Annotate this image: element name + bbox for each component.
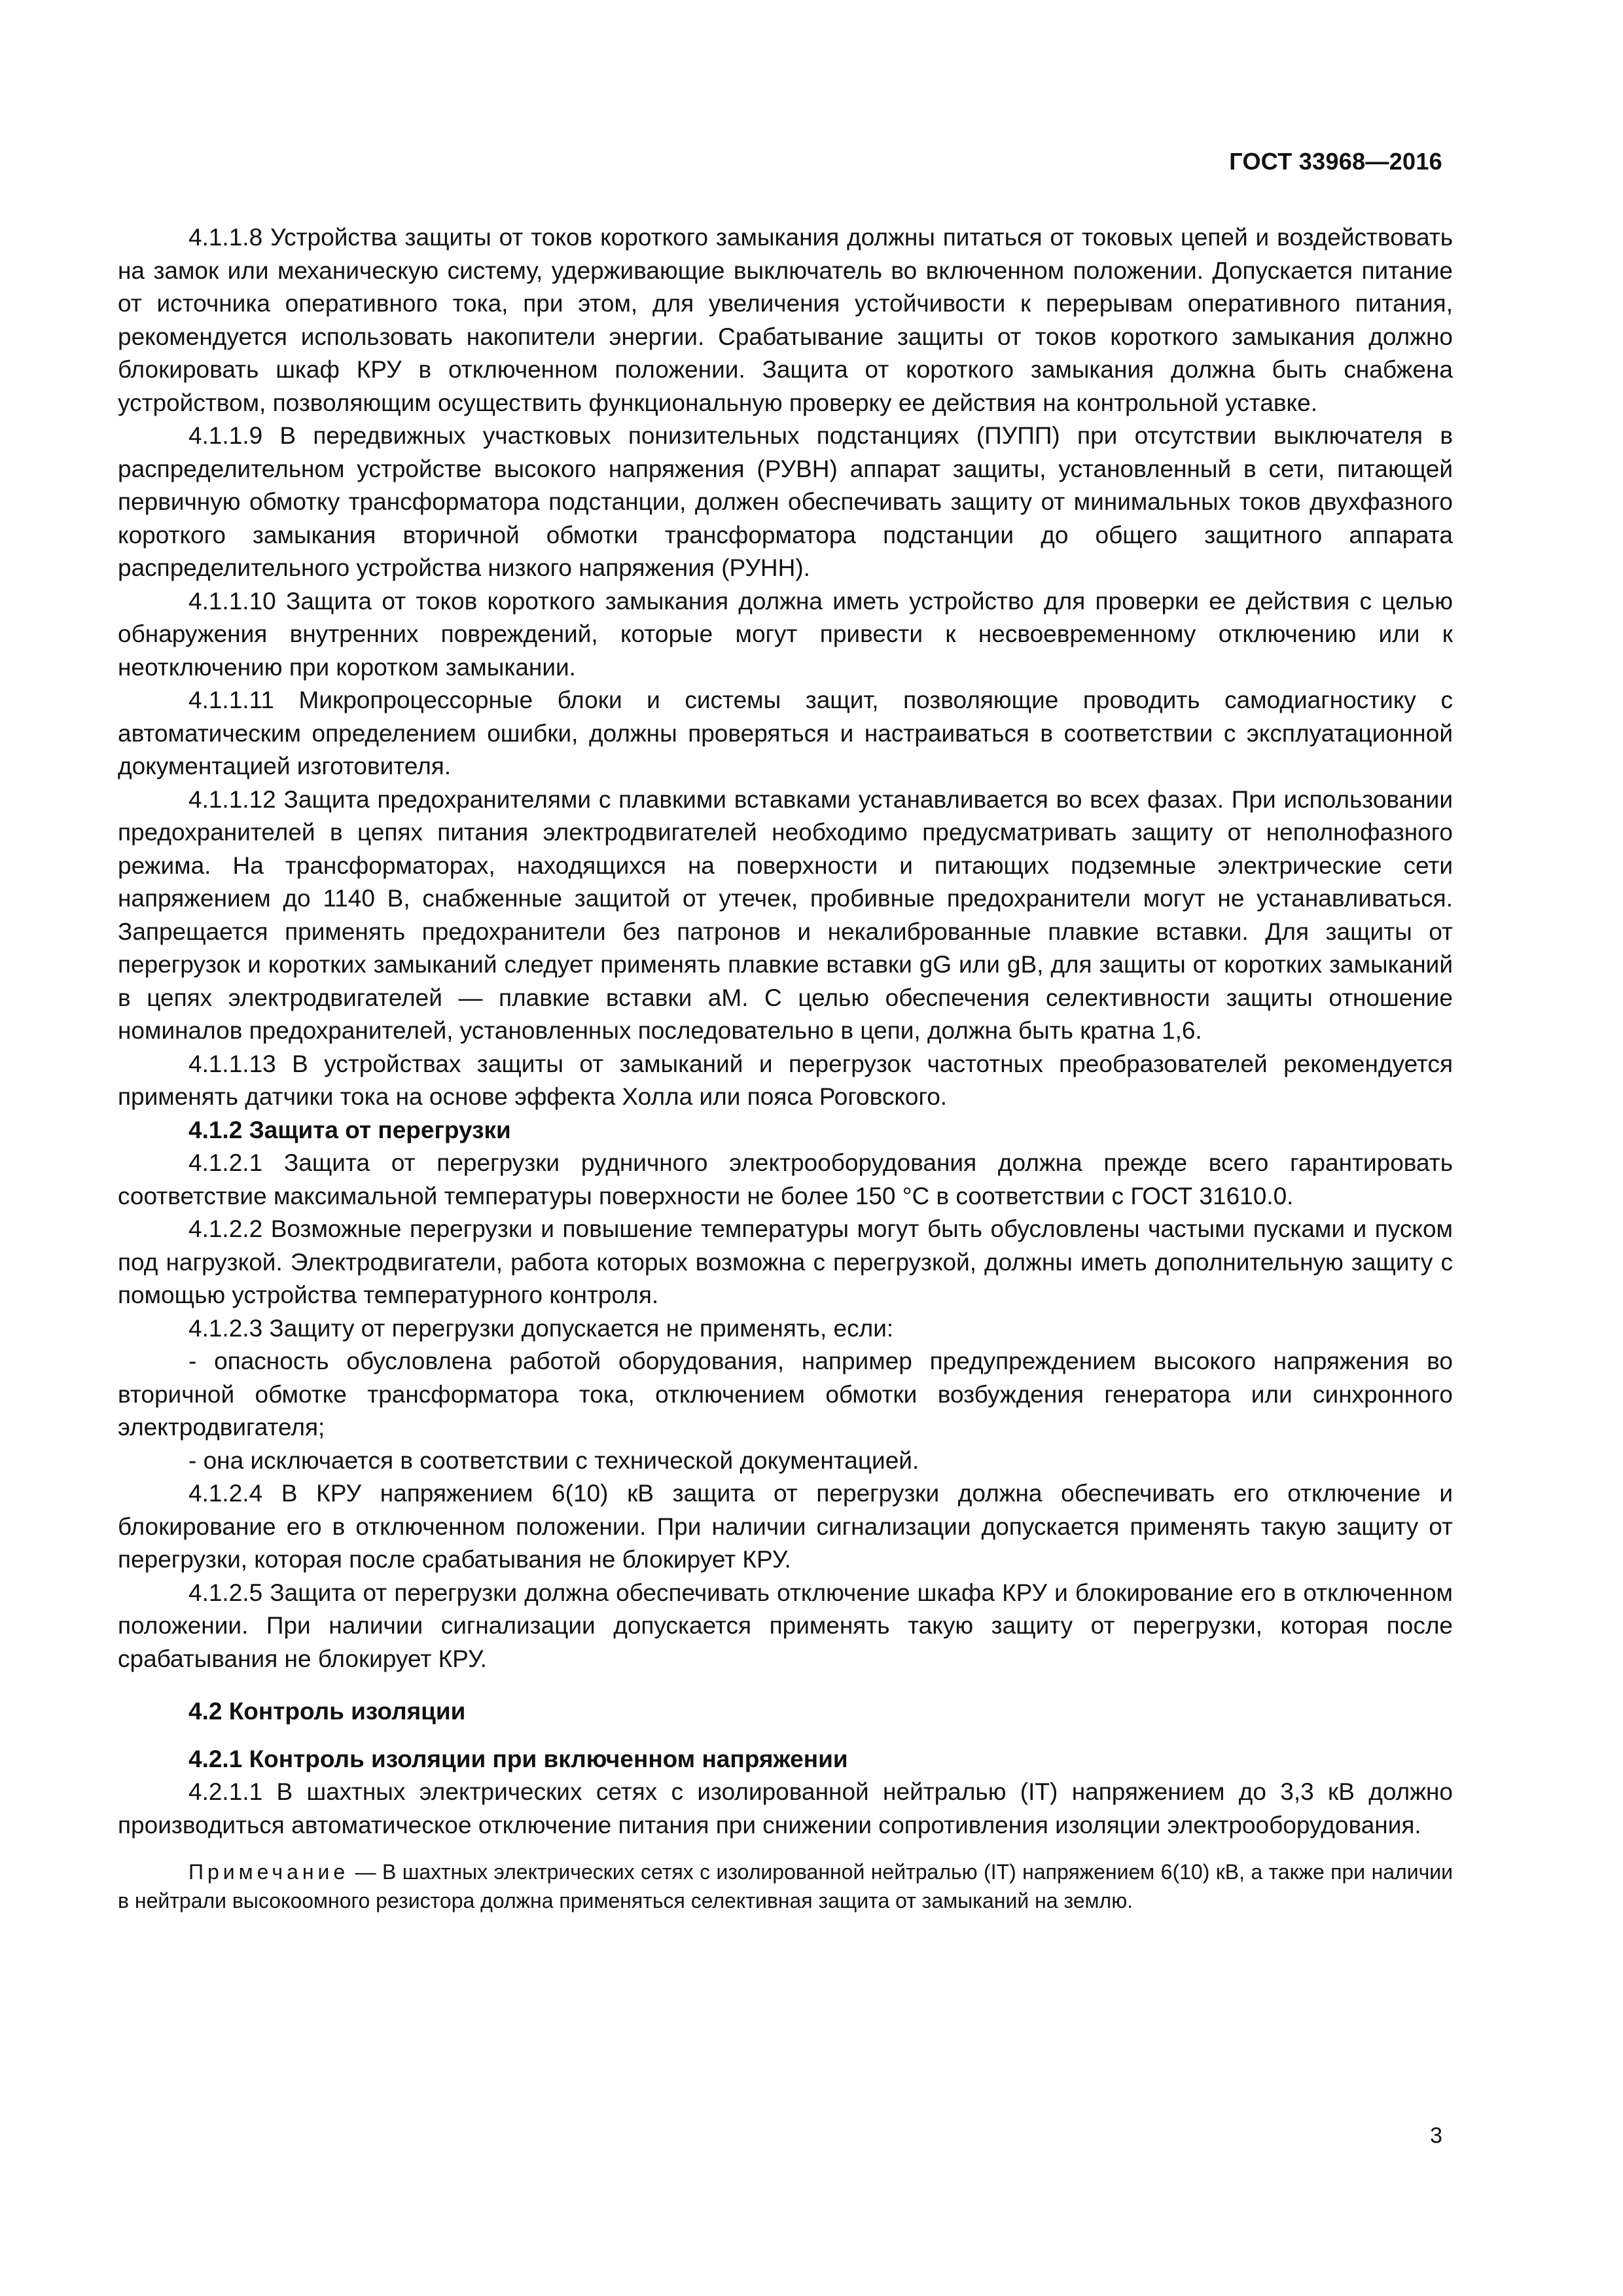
paragraph-4-1-1-13: 4.1.1.13 В устройствах защиты от замыканий и перегрузок частотных преобразователей рекомендуется применять датчики тока на основе эффекта Холла или пояса Роговского. bbox=[118, 1050, 1453, 1110]
heading-4-1-2: 4.1.2 Защита от перегрузки bbox=[188, 1116, 511, 1143]
paragraph-4-1-1-11: 4.1.1.11 Микропроцессорные блоки и системы защит, позволяющие проводить самодиагностику с автоматическим определением ошибки, должны проверяться и настраиваться в соответствии с эксплуатационной документацией изготовителя. bbox=[118, 687, 1453, 780]
document-code-header: ГОСТ 33968—2016 bbox=[1229, 148, 1442, 175]
heading-4-2: 4.2 Контроль изоляции bbox=[188, 1698, 466, 1725]
paragraph-4-1-2-3: 4.1.2.3 Защиту от перегрузки допускается не применять, если: bbox=[188, 1314, 894, 1342]
list-item-4-1-2-3-a: - опасность обусловлена работой оборудования, например предупреждением высокого напряжения во вторичной обмотке трансформатора тока, отключением обмотки возбуждения генератора или синхронного электродвигателя; bbox=[118, 1348, 1453, 1441]
page-number: 3 bbox=[1430, 2123, 1442, 2148]
paragraph-4-2-1-1: 4.2.1.1 В шахтных электрических сетях с изолированной нейтралью (IT) напряжением до 3,3 кВ должно производиться автоматическое отключение питания при снижении сопротивления изоляции электрооборудования. bbox=[118, 1778, 1453, 1839]
paragraph-4-1-1-8: 4.1.1.8 Устройства защиты от токов короткого замыкания должны питаться от токовых цепей и воздействовать на замок или механическую систему, удерживающие выключатель во включенном положении. Допускается питание от источника оперативного тока, при этом, для увеличения устойчивости к перерывам оперативного питания, рекомендуется использовать накопители энергии. Срабатывание защиты от токов короткого замыкания должно блокировать шкаф КРУ в отключенном положении. Защита от короткого замыкания должна быть снабжена устройством, позволяющим осуществить функциональную проверку ее действия на контрольной уставке. bbox=[118, 224, 1453, 416]
list-item-4-1-2-3-b: - она исключается в соответствии с технической документацией. bbox=[188, 1446, 919, 1474]
note-block bbox=[118, 1857, 1453, 1915]
note-label: Примечание bbox=[188, 1860, 349, 1884]
heading-4-2-1: 4.2.1 Контроль изоляции при включенном напряжении bbox=[188, 1745, 848, 1772]
paragraph-4-1-2-1: 4.1.2.1 Защита от перегрузки рудничного электрооборудования должна прежде всего гарантировать соответствие максимальной температуры поверхности не более 150 °С в соответствии с ГОСТ 31610.0. bbox=[118, 1149, 1453, 1210]
paragraph-4-1-1-12: 4.1.1.12 Защита предохранителями с плавкими вставками устанавливается во всех фазах. При использовании предохранителей в цепях питания электродвигателей необходимо предусматривать защиту от неполнофазного режима. На трансформаторах, находящихся на поверхности и питающих подземные электрические сети напряжением до 1140 В, снабженные защитой от утечек, пробивные предохранители могут не устанавливаться. Запрещается применять предохранители без патронов и некалиброванные плавкие вставки. Для защиты от перегрузок и коротких замыканий следует применять плавкие вставки gG или gB, для защиты от коротких замыканий в цепях электродвигателей — плавкие вставки aM. С целью обеспечения селективности защиты отношение номиналов предохранителей, установленных последовательно в цепи, должна быть кратна 1,6. bbox=[118, 785, 1453, 1044]
paragraph-4-1-1-9: 4.1.1.9 В передвижных участковых понизительных подстанциях (ПУПП) при отсутствии выключателя в распределительном устройстве высокого напряжения (РУВН) аппарат защиты, установленный в сети, питающей первичную обмотку трансформатора подстанции, должен обеспечивать защиту от минимальных токов двухфазного короткого замыкания вторичной обмотки трансформатора подстанции до общего защитного аппарата распределительного устройства низкого напряжения (РУНН). bbox=[118, 422, 1453, 581]
document-body bbox=[118, 221, 1453, 1915]
note-text: — В шахтных электрических сетях с изолированной нейтралью (IT) напряжением 6(10) кВ, а также при наличии в нейтрали высокоомного резистора должна применяться селективная защита от замыканий на землю. bbox=[118, 1860, 1453, 1912]
paragraph-4-1-2-2: 4.1.2.2 Возможные перегрузки и повышение температуры могут быть обусловлены частыми пусками и пуском под нагрузкой. Электродвигатели, работа которых возможна с перегрузкой, должны иметь дополнительную защиту с помощью устройства температурного контроля. bbox=[118, 1215, 1453, 1308]
paragraph-4-1-2-5: 4.1.2.5 Защита от перегрузки должна обеспечивать отключение шкафа КРУ и блокирование его в отключенном положении. При наличии сигнализации допускается применять такую защиту от перегрузки, которая после срабатывания не блокирует КРУ. bbox=[118, 1579, 1453, 1672]
paragraph-4-1-2-4: 4.1.2.4 В КРУ напряжением 6(10) кВ защита от перегрузки должна обеспечивать его отключение и блокирование его в отключенном положении. При наличии сигнализации допускается применять такую защиту от перегрузки, которая после срабатывания не блокирует КРУ. bbox=[118, 1480, 1453, 1573]
paragraph-4-1-1-10: 4.1.1.10 Защита от токов короткого замыкания должна иметь устройство для проверки ее действия с целью обнаружения внутренних повреждений, которые могут привести к несвоевременному отключению или к неотключению при коротком замыкании. bbox=[118, 587, 1453, 681]
